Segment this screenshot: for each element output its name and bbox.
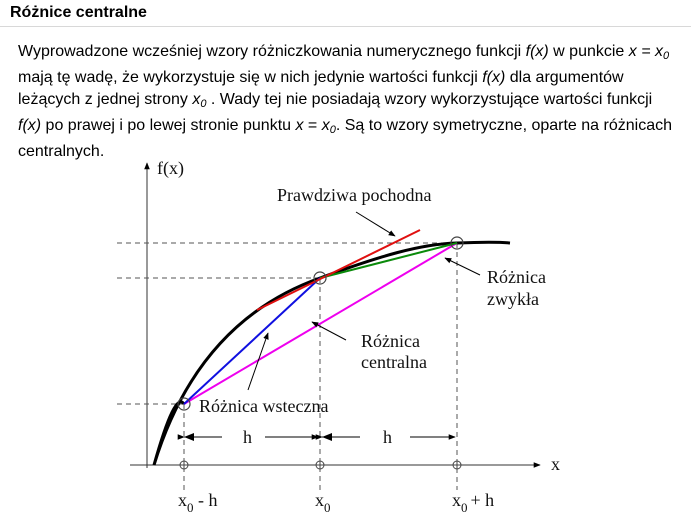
tick-label-x0-minus-h <box>178 490 218 515</box>
text-run: = <box>303 117 322 134</box>
svg-text:x0 - h: $x_0$ - h <box>178 490 218 515</box>
true-derivative-line <box>257 230 420 310</box>
arrowhead <box>184 433 194 441</box>
svg-text:x0+ h: $x_0 + h$ <box>452 490 495 515</box>
function-symbol: f(x) <box>482 69 506 86</box>
x-axis-label: x <box>551 454 560 474</box>
text-run: w punkcie <box>548 43 629 60</box>
y-axis-label: f(x) <box>157 158 184 178</box>
backward-difference-line <box>184 278 320 404</box>
subscript: 0 <box>200 98 207 110</box>
tick-label-x0 <box>315 490 331 515</box>
forward-difference-label: Różnica <box>487 267 546 287</box>
central-difference-label: centralna <box>361 352 427 372</box>
arrowhead <box>322 433 332 441</box>
pointer-forward <box>445 258 480 275</box>
h-label-left: h <box>243 427 252 447</box>
central-difference-label: Różnica <box>361 331 420 351</box>
text-run: . Wady tej nie posiadają wzory wykorzystujące wartości funkcji <box>206 91 653 108</box>
true-derivative-label: Prawdziwa pochodna <box>277 185 432 205</box>
text-run: . Są to wzory symetryczne, oparte na różnicach centralnych. <box>18 117 672 160</box>
variable-x: x <box>295 117 304 134</box>
subscript: 0 <box>663 50 670 62</box>
backward-difference-label: Różnica wsteczna <box>199 396 329 416</box>
tick-label-x0-plus-h <box>452 490 494 515</box>
svg-text:x0: $x_0$ <box>315 490 331 515</box>
text-run: dla argumentów leżących z jednej strony <box>18 69 624 108</box>
text-run: Wyprowadzone wcześniej wzory różniczkowania numerycznego funkcji <box>18 43 526 60</box>
subscript: 0 <box>329 124 336 136</box>
pointer-central <box>312 322 346 340</box>
forward-difference-line <box>320 243 457 278</box>
pointer-true-derivative <box>356 212 395 236</box>
h-label-right: h <box>383 427 392 447</box>
function-symbol: f(x) <box>525 43 549 60</box>
variable-x0: x <box>192 91 201 108</box>
function-symbol: f(x) <box>18 117 42 134</box>
forward-difference-label: zwykła <box>487 289 539 309</box>
equation-x: x = x <box>628 43 664 60</box>
page-title: Różnice centralne <box>10 4 147 21</box>
text-run: mają tę wadę, że wykorzystuje się w nich jedynie wartości funkcji <box>18 69 483 86</box>
text-run: po prawej i po lewej stronie punktu <box>41 117 296 134</box>
variable-x0: x <box>321 117 330 134</box>
